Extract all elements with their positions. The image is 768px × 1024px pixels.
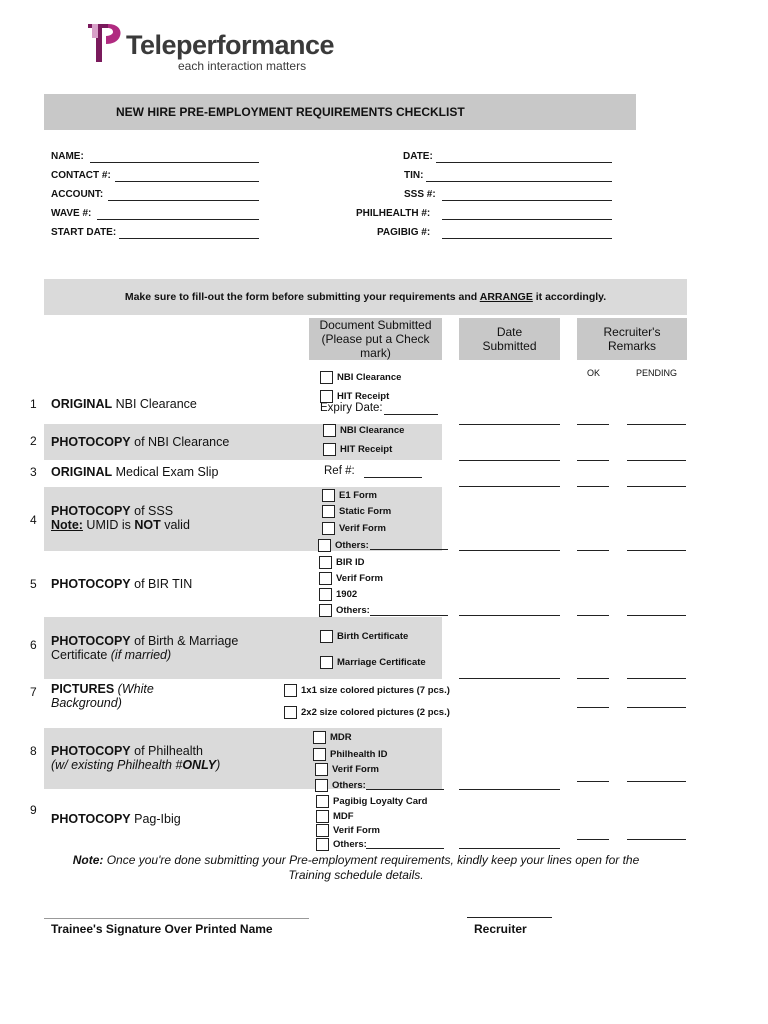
recruiter-signature-label: Recruiter: [474, 922, 527, 936]
field-label-start-date: START DATE:: [51, 227, 117, 238]
row-3-ok-line[interactable]: [577, 486, 609, 487]
checkbox[interactable]: [316, 838, 329, 851]
row-5-ok-line[interactable]: [577, 615, 609, 616]
checkbox[interactable]: [319, 588, 332, 601]
header-recruiter-remarks: Recruiter's Remarks: [577, 318, 687, 360]
row-2-option-hit[interactable]: HIT Receipt: [323, 443, 392, 456]
row-1-expiry-field[interactable]: [384, 414, 438, 415]
row-7-label: PICTURES (White Background): [51, 682, 154, 710]
row-6-label: PHOTOCOPY of Birth & Marriage Certificate (if married): [51, 634, 239, 662]
checkbox[interactable]: [318, 539, 331, 552]
row-7-option-2x2[interactable]: 2x2 size colored pictures (2 pcs.): [284, 706, 450, 719]
name-field[interactable]: [90, 162, 259, 163]
sss-field[interactable]: [442, 200, 612, 201]
teleperformance-logo-icon: [88, 24, 122, 64]
row-2-date-line[interactable]: [459, 460, 560, 461]
row-1-label: ORIGINAL NBI Clearance: [51, 397, 197, 411]
header-pending: PENDING: [636, 368, 678, 378]
row-1-number: 1: [30, 397, 37, 411]
trainee-signature-line[interactable]: [44, 918, 309, 919]
checkbox[interactable]: [316, 824, 329, 837]
row-6-pending-line[interactable]: [627, 678, 686, 679]
row-3-number: 3: [30, 465, 37, 479]
row-1-option-hit[interactable]: HIT Receipt: [320, 390, 389, 403]
recruiter-signature-line[interactable]: [467, 917, 552, 918]
row-1-pending-line[interactable]: [627, 424, 686, 425]
row-3-ref-field[interactable]: [364, 477, 422, 478]
row-8-option-mdr[interactable]: MDR: [313, 731, 352, 744]
row-9-option-verif[interactable]: Verif Form: [316, 824, 380, 837]
row-3-date-line[interactable]: [459, 486, 560, 487]
checkbox[interactable]: [322, 489, 335, 502]
checkbox[interactable]: [315, 779, 328, 792]
checkbox[interactable]: [315, 763, 328, 776]
row-3-label: ORIGINAL Medical Exam Slip: [51, 465, 219, 479]
checkbox[interactable]: [313, 748, 326, 761]
account-field[interactable]: [108, 200, 259, 201]
header-ok: OK: [587, 368, 601, 378]
row-7-option-1x1[interactable]: 1x1 size colored pictures (7 pcs.): [284, 684, 450, 697]
header-document-submitted: Document Submitted (Please put a Check mark): [309, 318, 442, 360]
checkbox[interactable]: [316, 795, 329, 808]
row-9-option-others[interactable]: Others:: [316, 838, 367, 851]
row-5-option-verif[interactable]: Verif Form: [319, 572, 383, 585]
row-2-label: PHOTOCOPY of NBI Clearance: [51, 435, 230, 449]
row-4-date-line[interactable]: [459, 550, 560, 551]
row-8-ok-line[interactable]: [577, 781, 609, 782]
checkbox[interactable]: [323, 424, 336, 437]
row-7-ok-line[interactable]: [577, 707, 609, 708]
field-label-date: DATE:: [403, 151, 433, 162]
row-9-option-mdf[interactable]: MDF: [316, 810, 354, 823]
field-label-wave: WAVE #:: [51, 208, 92, 219]
field-label-pagibig: PAGIBIG #:: [377, 227, 431, 238]
page-title: NEW HIRE PRE-EMPLOYMENT REQUIREMENTS CHECKLIST: [116, 105, 465, 119]
pagibig-field[interactable]: [442, 238, 612, 239]
row-5-option-others[interactable]: Others:: [319, 604, 370, 617]
row-9-label: PHOTOCOPY Pag-Ibig: [51, 812, 181, 826]
row-4-option-e1[interactable]: E1 Form: [322, 489, 377, 502]
row-3-ref-label: Ref #:: [324, 465, 355, 477]
row-3-pending-line[interactable]: [627, 486, 686, 487]
row-4-option-static[interactable]: Static Form: [322, 505, 391, 518]
row-8-number: 8: [30, 744, 37, 758]
checkbox[interactable]: [323, 443, 336, 456]
instruction-text: Make sure to fill-out the form before submitting your requirements and ARRANGE it accordingly.: [124, 291, 607, 303]
row-5-label: PHOTOCOPY of BIR TIN: [51, 577, 193, 591]
row-2-ok-line[interactable]: [577, 460, 609, 461]
trainee-signature-label: Trainee's Signature Over Printed Name: [51, 922, 273, 936]
checkbox[interactable]: [319, 572, 332, 585]
row-6-option-birth[interactable]: Birth Certificate: [320, 630, 408, 643]
row-4-ok-line[interactable]: [577, 550, 609, 551]
footer-note: Note: Once you're done submitting your Pre-employment requirements, kindly keep your lines open for the Training schedule details.: [72, 853, 640, 882]
row-4-label: PHOTOCOPY of SSS Note: UMID is NOT valid: [51, 504, 190, 532]
row-6-ok-line[interactable]: [577, 678, 609, 679]
row-4-option-others[interactable]: Others:: [318, 539, 369, 552]
checkbox[interactable]: [320, 630, 333, 643]
row-4-pending-line[interactable]: [627, 550, 686, 551]
row-6-number: 6: [30, 638, 37, 652]
checkbox[interactable]: [322, 505, 335, 518]
logo-wordmark: Teleperformance: [126, 30, 335, 60]
row-5-option-bir-id[interactable]: BIR ID: [319, 556, 365, 569]
row-4-number: 4: [30, 513, 37, 527]
checkbox[interactable]: [284, 684, 297, 697]
row-2-option-nbi[interactable]: NBI Clearance: [323, 424, 404, 437]
row-1-date-line[interactable]: [459, 424, 560, 425]
row-1-expiry-label: Expiry Date:: [320, 402, 383, 414]
field-label-contact: CONTACT #:: [51, 170, 111, 181]
philhealth-field[interactable]: [442, 219, 612, 220]
row-2-number: 2: [30, 434, 37, 448]
row-5-others-field[interactable]: [370, 615, 448, 616]
checkbox[interactable]: [320, 656, 333, 669]
checkbox[interactable]: [322, 522, 335, 535]
row-9-number: 9: [30, 803, 37, 817]
row-7-pending-line[interactable]: [627, 707, 686, 708]
row-9-pending-line[interactable]: [627, 839, 686, 840]
checkbox[interactable]: [313, 731, 326, 744]
row-6-option-marriage[interactable]: Marriage Certificate: [320, 656, 426, 669]
row-8-option-verif[interactable]: Verif Form: [315, 763, 379, 776]
row-2-pending-line[interactable]: [627, 460, 686, 461]
checkbox[interactable]: [316, 810, 329, 823]
row-1-ok-line[interactable]: [577, 424, 609, 425]
row-8-label: PHOTOCOPY of Philhealth (w/ existing Philhealth #ONLY): [51, 744, 221, 772]
row-8-option-others[interactable]: Others:: [315, 779, 366, 792]
row-5-number: 5: [30, 577, 37, 591]
row-8-pending-line[interactable]: [627, 781, 686, 782]
field-label-sss: SSS #:: [404, 189, 436, 200]
row-4-others-field[interactable]: [370, 549, 448, 550]
checkbox[interactable]: [320, 371, 333, 384]
tin-field[interactable]: [426, 181, 612, 182]
row-5-pending-line[interactable]: [627, 615, 686, 616]
field-label-name: NAME:: [51, 151, 84, 162]
row-8-date-line[interactable]: [459, 789, 560, 790]
checkbox[interactable]: [319, 556, 332, 569]
row-4-option-verif[interactable]: Verif Form: [322, 522, 386, 535]
row-9-date-line[interactable]: [459, 848, 560, 849]
row-6-date-line[interactable]: [459, 678, 560, 679]
row-8-others-field[interactable]: [366, 789, 444, 790]
contact-field[interactable]: [115, 181, 259, 182]
row-9-others-field[interactable]: [366, 848, 444, 849]
start-date-field[interactable]: [119, 238, 259, 239]
date-field[interactable]: [436, 162, 612, 163]
field-label-philhealth: PHILHEALTH #:: [356, 208, 431, 219]
wave-field[interactable]: [97, 219, 259, 220]
row-7-number: 7: [30, 685, 37, 699]
row-1-option-nbi[interactable]: NBI Clearance: [320, 371, 401, 384]
row-8-option-philhealth-id[interactable]: Philhealth ID: [313, 748, 388, 761]
header-date-submitted: Date Submitted: [459, 318, 560, 360]
logo-tagline: each interaction matters: [178, 59, 307, 73]
row-9-ok-line[interactable]: [577, 839, 609, 840]
checkbox[interactable]: [284, 706, 297, 719]
row-9-option-loyalty[interactable]: Pagibig Loyalty Card: [316, 795, 428, 808]
checkbox[interactable]: [319, 604, 332, 617]
row-5-date-line[interactable]: [459, 615, 560, 616]
field-label-tin: TIN:: [404, 170, 424, 181]
row-5-option-1902[interactable]: 1902: [319, 588, 357, 601]
field-label-account: ACCOUNT:: [51, 189, 104, 200]
